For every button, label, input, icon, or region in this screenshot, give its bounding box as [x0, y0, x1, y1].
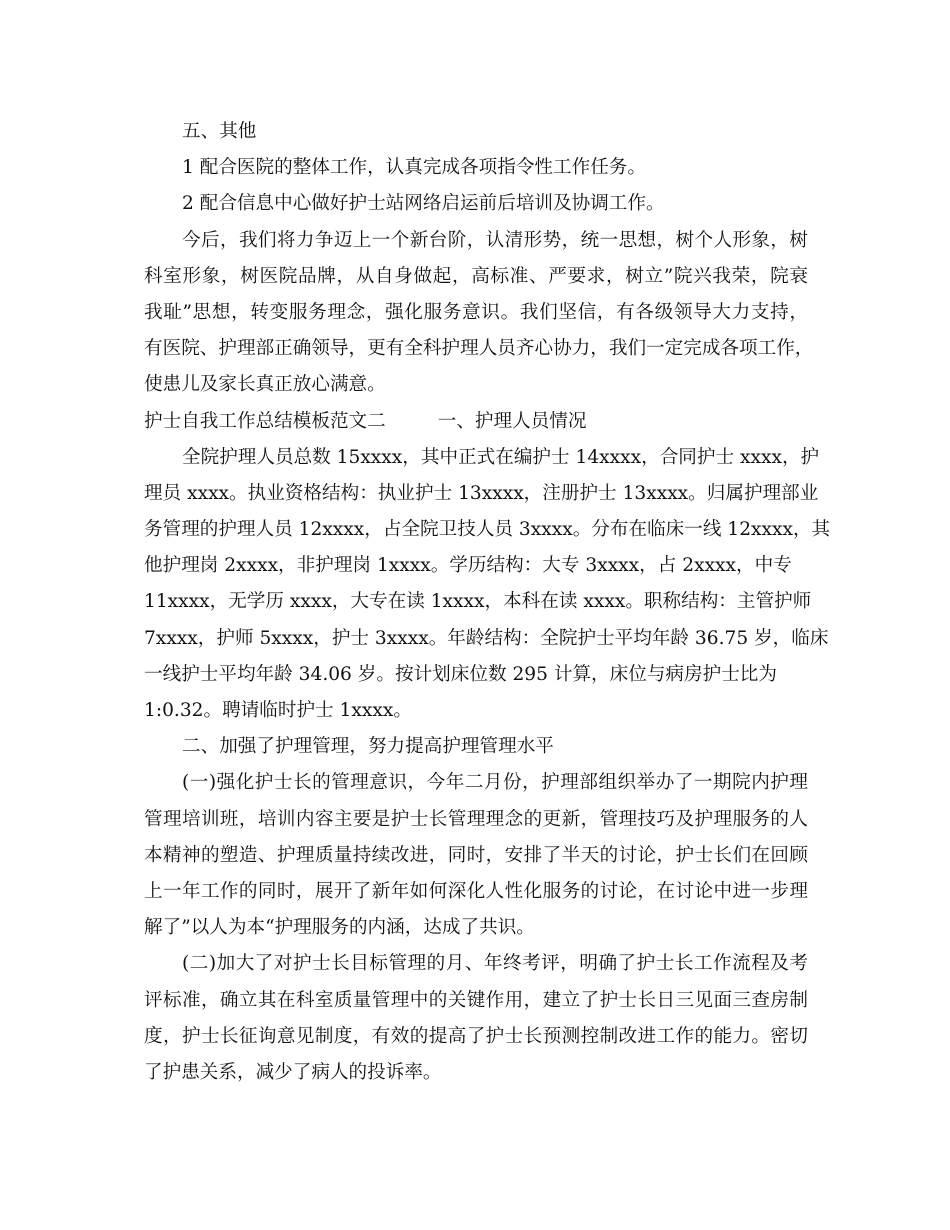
paragraph-line: 2 配合信息中心做好护士站网络启运前后培训及协调工作。	[182, 193, 665, 215]
paragraph-line: 11xxxx，无学历 xxxx，大专在读 1xxxx，本科在读 xxxx。职称结构：主管护师	[144, 591, 812, 613]
paragraph-line: 他护理岗 2xxxx，非护理岗 1xxxx。学历结构：大专 3xxxx，占 2xxxx，中专	[144, 555, 792, 577]
paragraph-line: 解了”以人为本“护理服务的内涵，达成了共识。	[144, 917, 535, 939]
paragraph-line: 务管理的护理人员 12xxxx，占全院卫技人员 3xxxx。分布在临床一线 12xxxx，其	[144, 519, 831, 541]
paragraph-line: (二)加大了对护士长目标管理的月、年终考评，明确了护士长工作流程及考	[182, 953, 808, 975]
paragraph-line: 管理培训班，培训内容主要是护士长管理理念的更新，管理技巧及护理服务的人	[144, 808, 808, 830]
paragraph-line: 今后，我们将力争迈上一个新台阶，认清形势，统一思想，树个人形象，树	[182, 229, 808, 251]
section-heading: 一、护理人员情况	[437, 410, 587, 432]
document-title-line	[144, 404, 808, 440]
paragraph-line: 1 配合医院的整体工作，认真完成各项指令性工作任务。	[182, 157, 646, 179]
paragraph-line: 上一年工作的同时，展开了新年如何深化人性化服务的讨论，在讨论中进一步理	[144, 880, 808, 902]
paragraph-line: 7xxxx，护师 5xxxx，护士 3xxxx。年龄结构：全院护士平均年龄 36.75 岁，临床	[144, 627, 829, 649]
paragraph-line: 科室形象，树医院品牌，从自身做起，高标准、严要求，树立”院兴我荣，院衰	[144, 265, 808, 287]
paragraph-line: 理员 xxxx。执业资格结构：执业护士 13xxxx，注册护士 13xxxx。归属护理部业	[144, 482, 819, 504]
paragraph-line: 使患儿及家长真正放心满意。	[144, 374, 386, 396]
paragraph-line: 有医院、护理部正确领导，更有全科护理人员齐心协力，我们一定完成各项工作，	[144, 338, 814, 360]
section-heading: 二、加强了护理管理，努力提高护理管理水平	[182, 736, 554, 758]
section-heading: 五、其他	[182, 121, 257, 142]
paragraph-line: 一线护士平均年龄 34.06 岁。按计划床位数 295 计算，床位与病房护士比为	[144, 663, 777, 685]
paragraph-line: 全院护理人员总数 15xxxx，其中正式在编护士 14xxxx，合同护士 xxxx，护	[182, 446, 820, 468]
paragraph-line: 了护患关系，减少了病人的投诉率。	[144, 1061, 442, 1083]
paragraph-line: (一)强化护士长的管理意识，今年二月份，护理部组织举办了一期院内护理	[182, 772, 808, 794]
paragraph-line: 1:0.32。聘请临时护士 1xxxx。	[144, 700, 412, 721]
paragraph-line: 我耻”思想，转变服务理念，强化服务意识。我们坚信，有各级领导大力支持，	[144, 301, 808, 323]
document-body	[144, 114, 831, 1091]
document-title: 护士自我工作总结模板范文二	[144, 410, 386, 432]
paragraph-line: 本精神的塑造、护理质量持续改进，同时，安排了半天的讨论，护士长们在回顾	[144, 844, 808, 866]
paragraph-line: 度，护士长征询意见制度，有效的提高了护士长预测控制改进工作的能力。密切	[144, 1025, 808, 1047]
paragraph-line: 评标准，确立其在科室质量管理中的关键作用，建立了护士长日三见面三查房制	[144, 989, 808, 1011]
